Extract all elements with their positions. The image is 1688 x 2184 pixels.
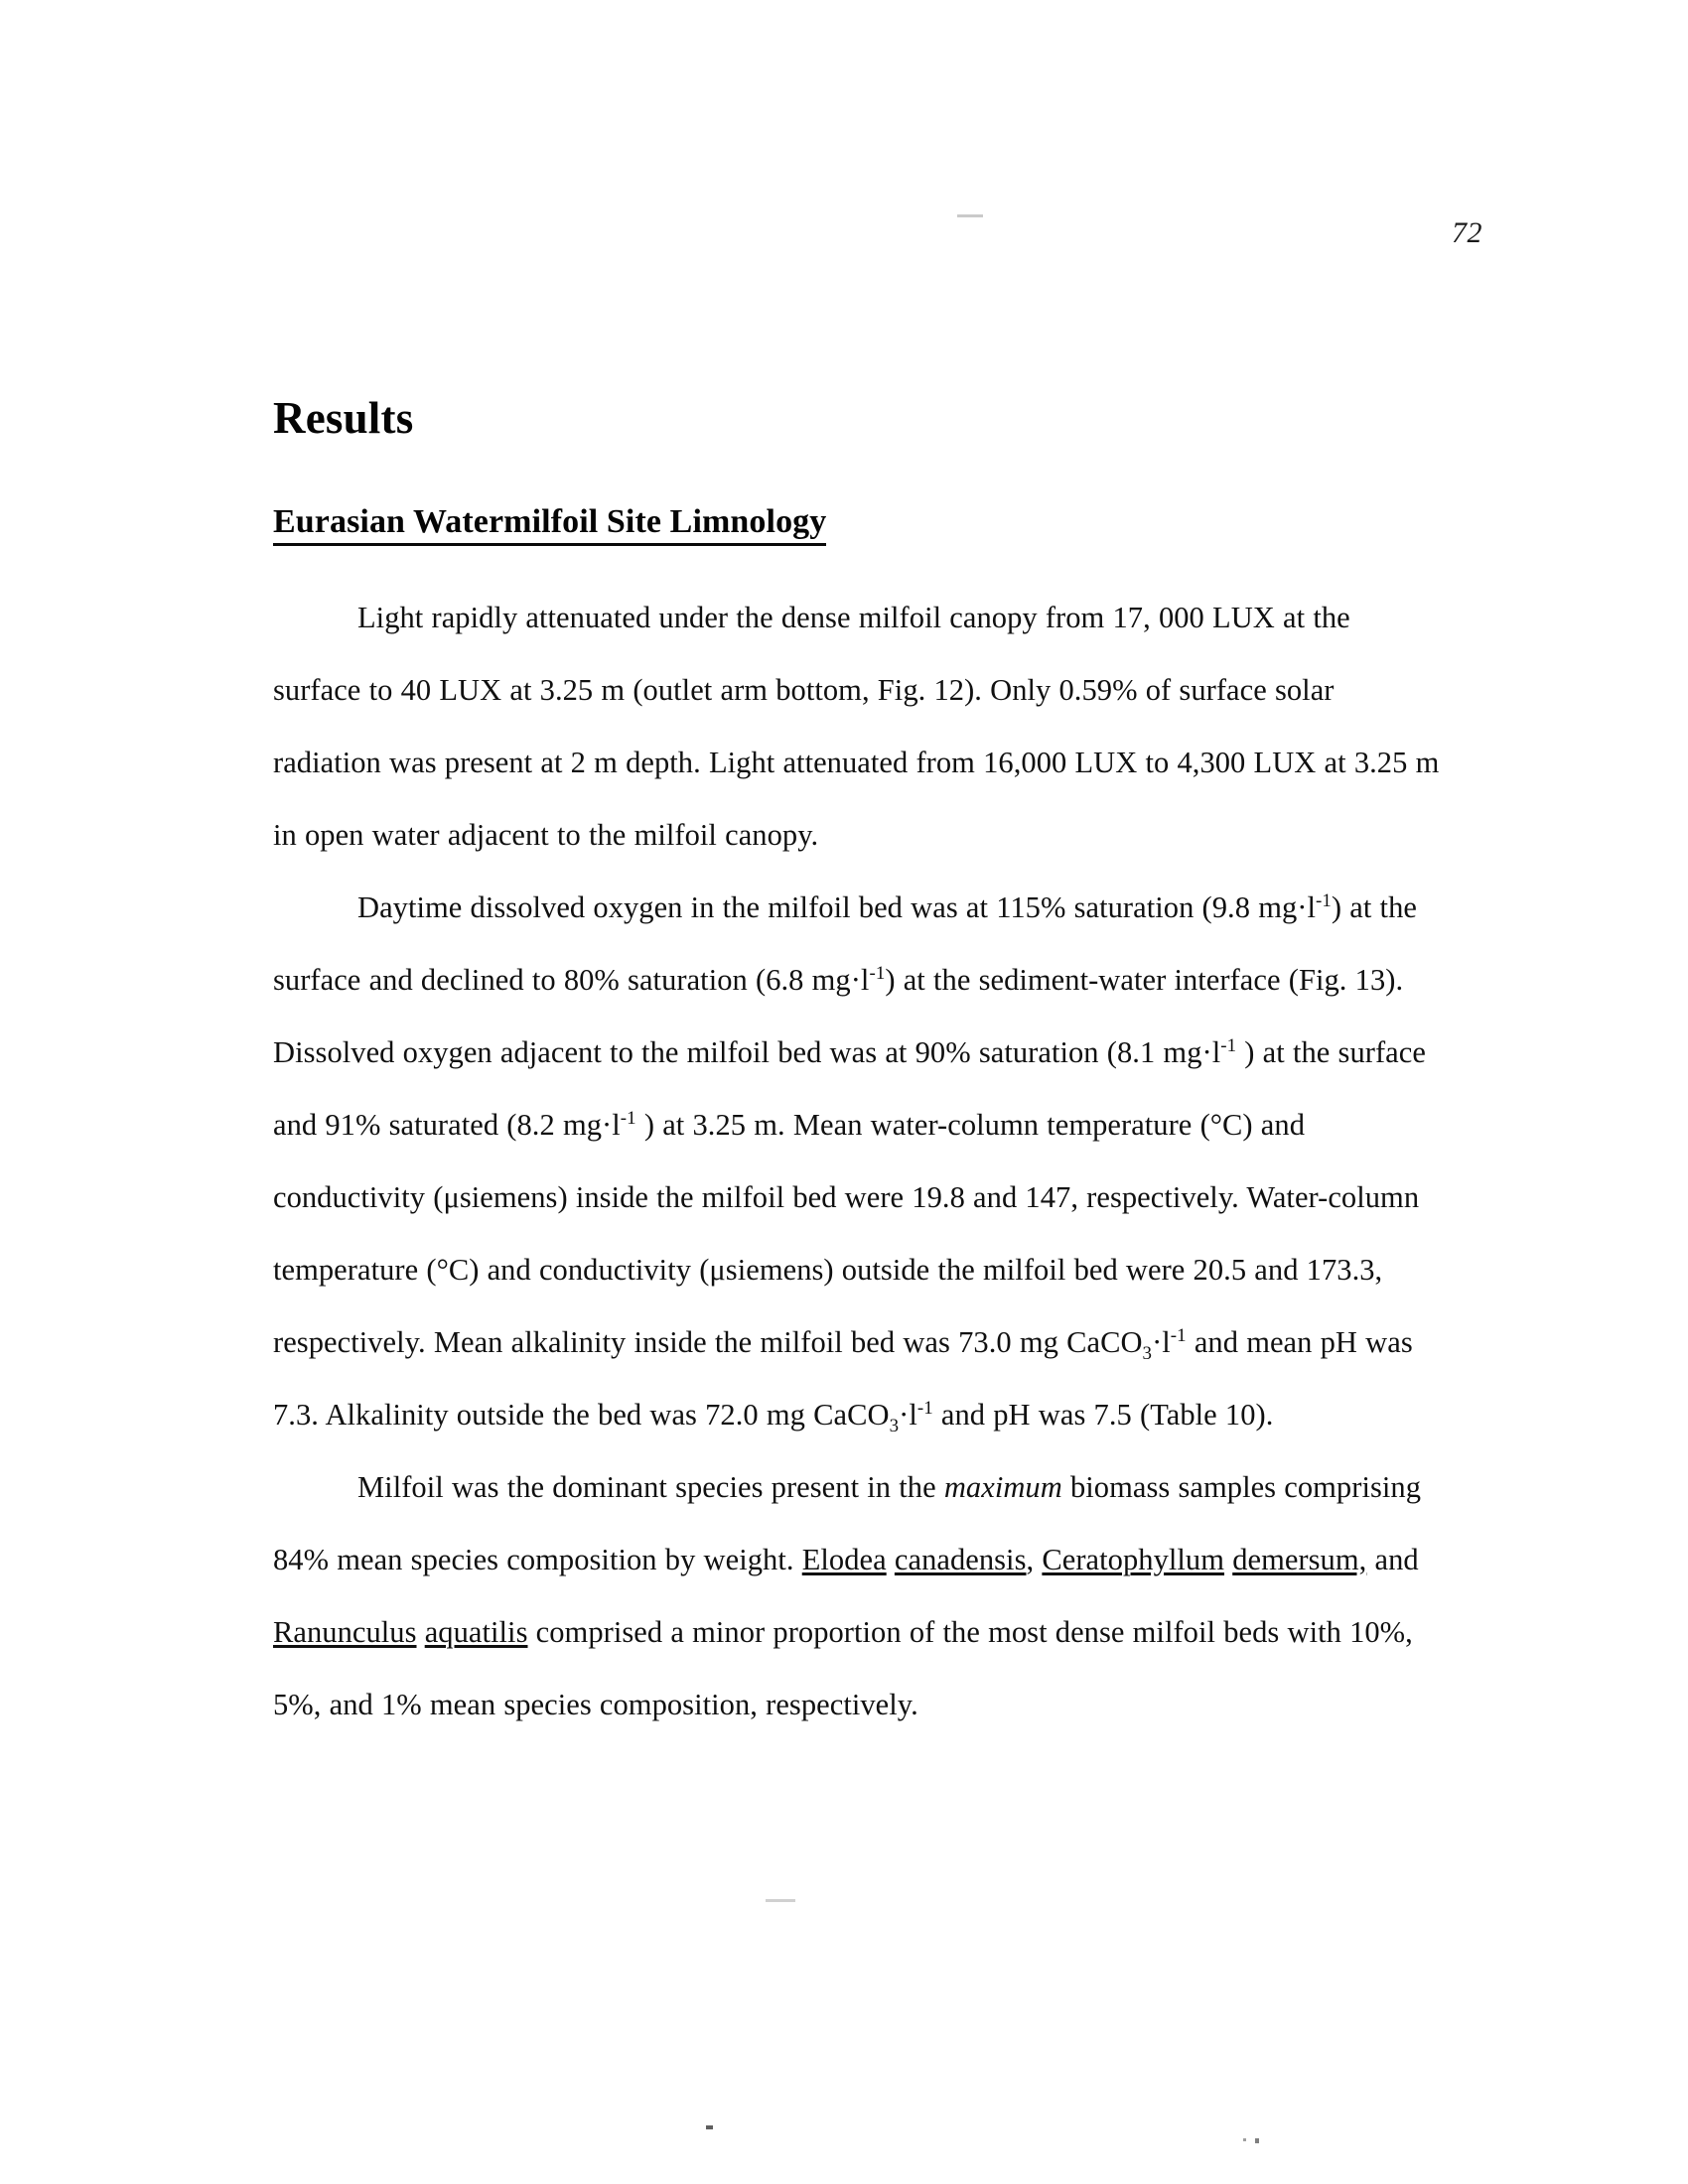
scan-artifact (957, 214, 983, 217)
formula-subscript-1: 3 (1142, 1342, 1153, 1364)
species-name-elodea-genus: Elodea (801, 1542, 887, 1576)
unit-exponent-6: -1 (916, 1397, 933, 1419)
subsection-heading-limnology: Eurasian Watermilfoil Site Limnology (273, 503, 826, 545)
unit-exponent-5: -1 (1170, 1324, 1187, 1346)
species-text-4: comprised a minor proportion of the most dense milfoil beds with 10%, 5%, and 1% mean species composition, respectively. (273, 1614, 1413, 1721)
species-name-ranunculus-epithet: aquatilis (424, 1614, 528, 1649)
species-name-elodea-epithet: canadensis (894, 1542, 1027, 1576)
species-text-3: and (1366, 1542, 1419, 1576)
species-name-ceratophyllum-epithet: demersum, (1232, 1542, 1367, 1576)
species-text-1: Milfoil was the dominant species present in the (357, 1469, 944, 1504)
do-text-3: ) at the sediment-water interface (Fig. 13). Dissolved oxygen adjacent to the milfoil bed was at 90% saturation (8.1 mg·l (273, 962, 1404, 1069)
paragraph-dissolved-oxygen (273, 872, 1445, 1451)
unit-exponent-3: -1 (1220, 1034, 1237, 1056)
unit-exponent-2: -1 (869, 962, 886, 984)
scan-artifact (1255, 2138, 1259, 2143)
paragraph-light-text: Light rapidly attenuated under the dense milfoil canopy from 17, 000 LUX at the surface to 40 LUX at 3.25 m (outlet arm bottom, Fig. 12). Only 0.59% of surface solar radiation was present at 2 m depth. Light attenuated from 16,000 LUX to 4,300 LUX at 3.25 m in open water adjacent to the milfoil canopy. (273, 600, 1440, 852)
formula-subscript-2: 3 (889, 1415, 900, 1436)
emphasis-maximum: maximum (943, 1469, 1062, 1504)
species-text-2: biomass samples comprising 84% mean species composition by weight. (273, 1469, 1422, 1576)
unit-exponent-4: -1 (620, 1107, 636, 1129)
do-text-9: and pH was 7.5 (Table 10). (932, 1397, 1274, 1432)
page-content (273, 395, 1445, 1741)
scan-artifact (706, 2125, 713, 2129)
unit-exponent-1: -1 (1316, 889, 1332, 911)
species-separator-1: , (1026, 1542, 1043, 1576)
do-text-6: ·l (1152, 1324, 1171, 1359)
do-text-4: ) at the surface and 91% saturated (8.2 mg·l (273, 1034, 1426, 1142)
species-name-ceratophyllum-genus: Ceratophyllum (1042, 1542, 1224, 1576)
do-text-1: Daytime dissolved oxygen in the milfoil bed was at 115% saturation (9.8 mg·l (357, 889, 1317, 924)
subsection-heading-wrap (273, 442, 1445, 545)
section-heading-results: Results (273, 393, 414, 443)
scan-artifact (1243, 2138, 1246, 2141)
scan-artifact (766, 1899, 795, 1902)
do-text-7: and mean pH was 7.3. Alkalinity outside the bed was 72.0 mg CaCO (273, 1324, 1413, 1432)
paragraph-species-composition (273, 1451, 1445, 1741)
do-text-8: ·l (899, 1397, 917, 1432)
do-text-2: ) at the surface and declined to 80% saturation (6.8 mg·l (273, 889, 1417, 997)
paragraph-light-attenuation (273, 582, 1445, 872)
species-name-ranunculus-genus: Ranunculus (273, 1614, 417, 1649)
do-text-5: ) at 3.25 m. Mean water-column temperature (°C) and conductivity (μsiemens) inside the milfoil bed were 19.8 and 147, respectively. Water-column temperature (°C) and conductivity (μsiemens) outside the milfoil bed were 20.5 and 173.3, respectively. Mean alkalinity inside the milfoil bed was 73.0 mg CaCO (273, 1107, 1420, 1359)
page-number: 72 (1452, 216, 1482, 249)
